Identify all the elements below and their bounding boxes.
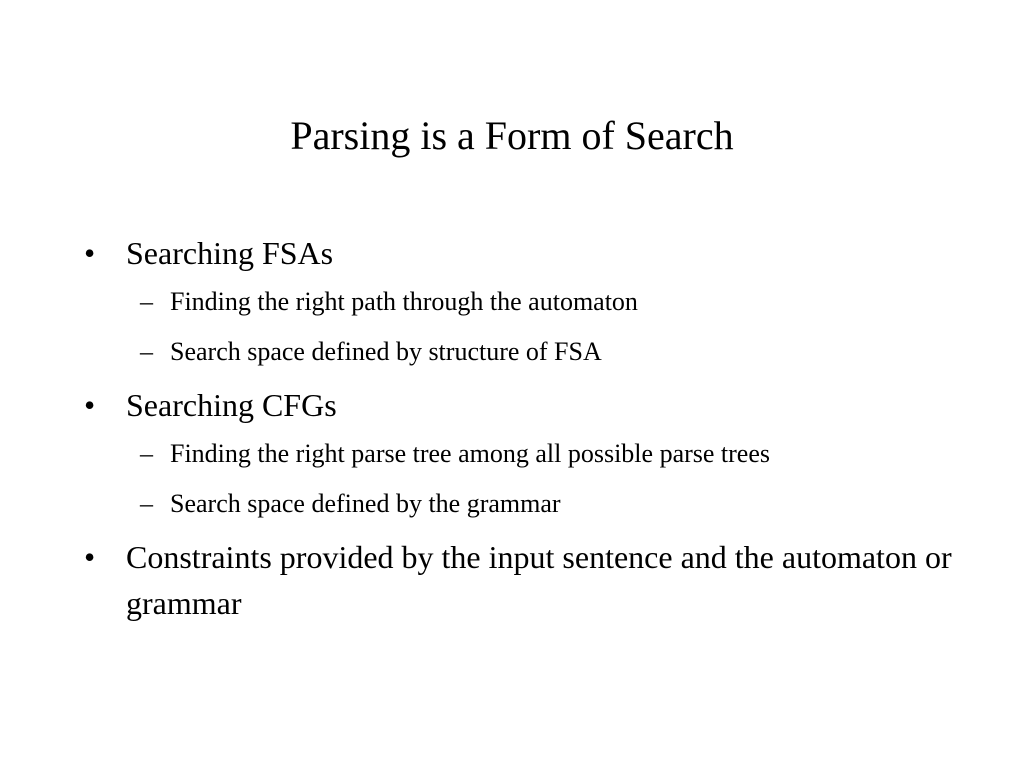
bullet-icon: • [84,539,96,575]
sub-bullet-text: Finding the right parse tree among all possible parse trees [170,439,771,468]
slide-title: Parsing is a Form of Search [290,113,734,158]
sub-bullet-text: Search space defined by the grammar [170,489,561,518]
bullet-item [84,382,964,524]
sub-bullet-item [126,282,964,322]
bullet-list [84,230,964,632]
dash-icon: – [140,287,153,316]
sub-bullet-item [126,434,964,474]
bullet-text: Searching FSAs [126,235,334,271]
dash-icon: – [140,337,153,366]
dash-icon: – [140,439,153,468]
sub-bullet-list [126,434,964,524]
bullet-icon: • [84,235,96,271]
bullet-item [84,230,964,372]
sub-bullet-list [126,282,964,372]
sub-bullet-text: Finding the right path through the automaton [170,287,638,316]
dash-icon: – [140,489,153,518]
sub-bullet-item [126,484,964,524]
sub-bullet-item [126,332,964,372]
bullet-item [84,534,964,626]
sub-bullet-text: Search space defined by structure of FSA [170,337,602,366]
bullet-text: Constraints provided by the input sentence and the automaton or grammar [126,539,952,621]
bullet-text: Searching CFGs [126,387,337,423]
bullet-icon: • [84,387,96,423]
